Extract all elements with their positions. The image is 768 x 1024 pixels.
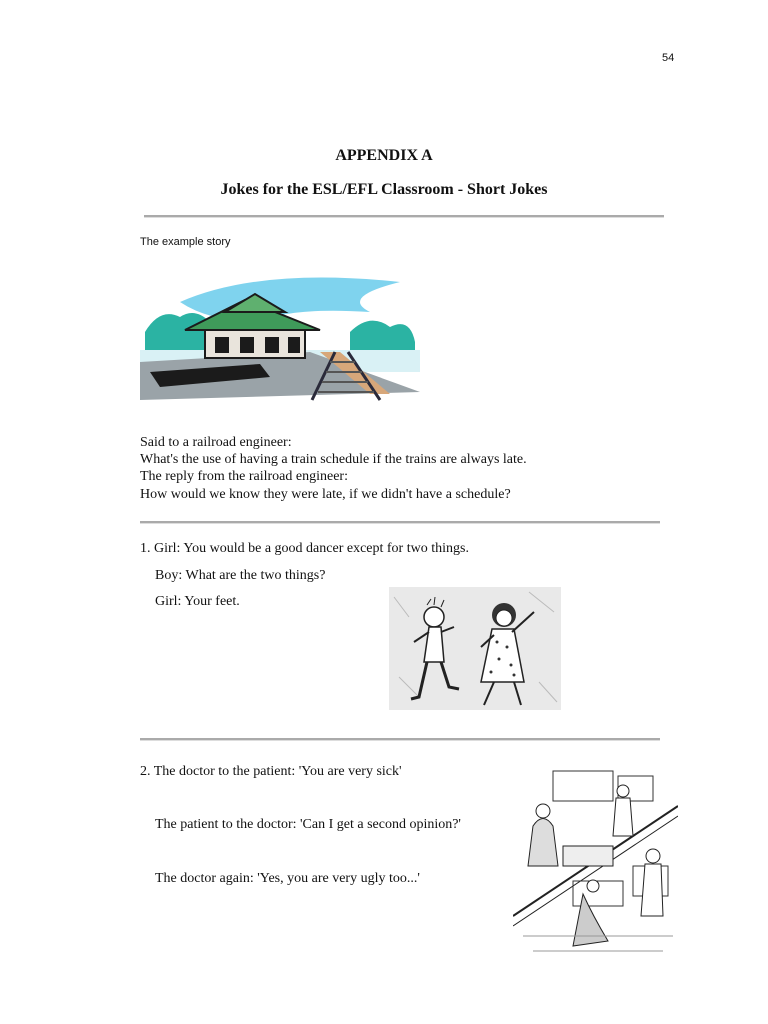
doctor-office-cartoon (513, 766, 678, 966)
joke2-line-1: 2. The doctor to the patient: 'You are very sick' (140, 764, 402, 779)
appendix-subheading: Jokes for the ESL/EFL Classroom - Short Jokes (220, 181, 548, 198)
dancing-couple-cartoon (389, 587, 561, 710)
example-line-1: Said to a railroad engineer: (140, 435, 292, 450)
example-label: The example story (140, 236, 231, 248)
train-station-illustration (140, 272, 420, 407)
joke1-line-1: 1. Girl: You would be a good dancer except for two things. (140, 541, 469, 556)
example-line-3: The reply from the railroad engineer: (140, 469, 348, 484)
example-line-2: What's the use of having a train schedule if the trains are always late. (140, 452, 527, 467)
joke1-line-2: Boy: What are the two things? (155, 568, 326, 583)
page-number: 54 (662, 52, 675, 64)
joke2-line-3: The doctor again: 'Yes, you are very ugly too...' (155, 871, 420, 886)
divider-joke2 (140, 738, 660, 741)
joke2-line-2: The patient to the doctor: 'Can I get a second opinion?' (155, 817, 461, 832)
example-line-4: How would we know they were late, if we didn't have a schedule? (140, 487, 511, 502)
divider-joke1 (140, 521, 660, 524)
appendix-heading: APPENDIX A (335, 147, 433, 164)
joke1-line-3: Girl: Your feet. (155, 594, 240, 609)
divider-top (144, 215, 664, 218)
